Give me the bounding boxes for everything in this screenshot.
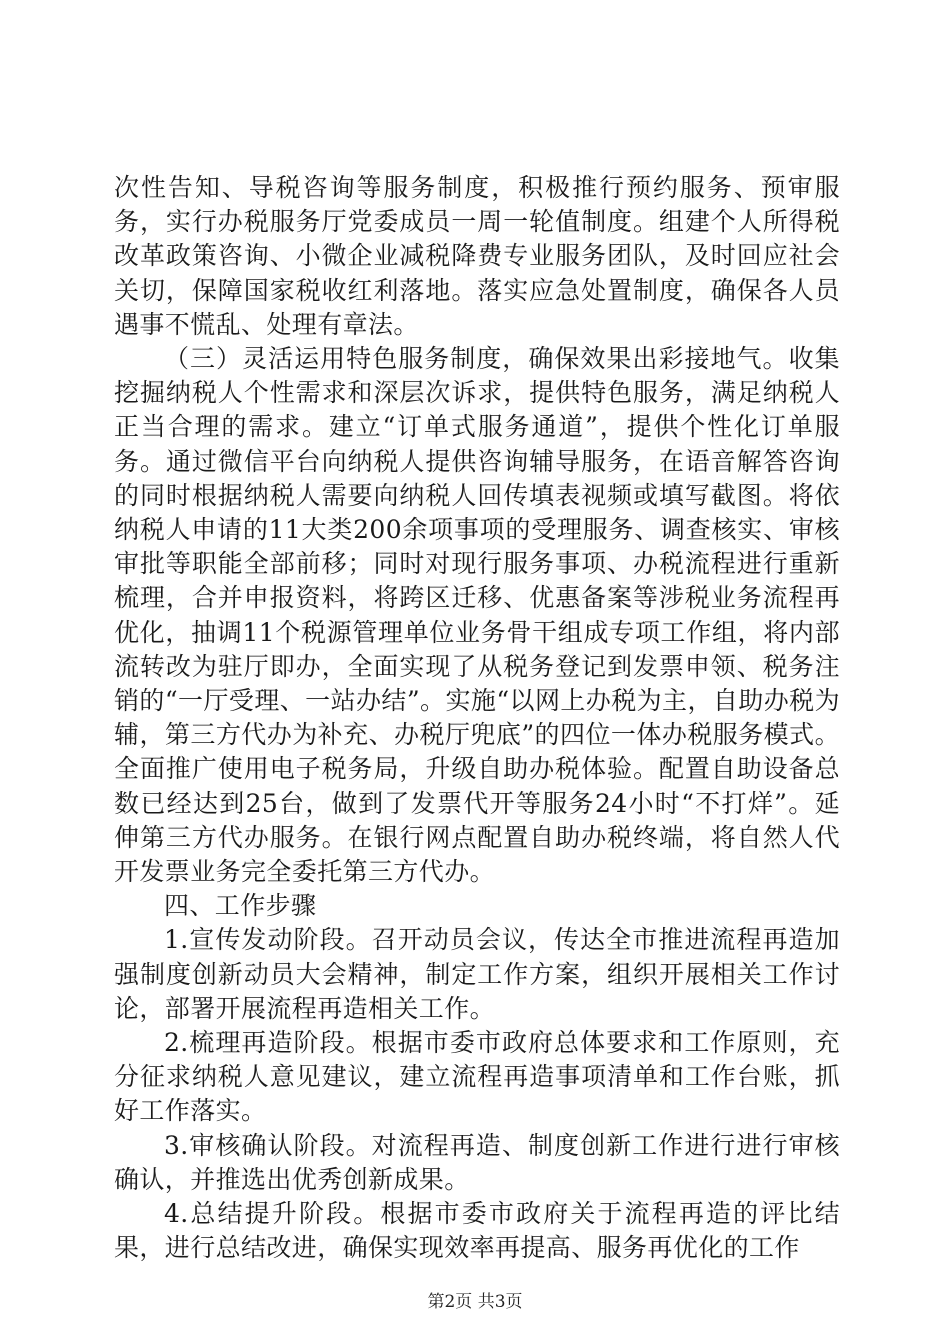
paragraph-special-service: （三）灵活运用特色服务制度，确保效果出彩接地气。收集挖掘纳税人个性需求和深层次诉求，提供特色服务，满足纳税人正当合理的需求。建立“订单式服务通道”，提供个性化订单服务。通过微信平台向纳税人提供咨询辅导服务，在语音解答咨询的同时根据纳税人需要向纳税人回传填表视频或填写截图。将依纳税人申请的11大类200余项事项的受理服务、调查核实、审核审批等职能全部前移；同时对现行服务事项、办税流程进行重新梳理，合并申报资料，将跨区迁移、优惠备案等涉税业务流程再优化，抽调11个税源管理单位业务骨干组成专项工作组，将内部流转改为驻厅即办，全面实现了从税务登记到发票申领、税务注销的“一厅受理、一站办结”。实施“以网上办税为主，自助办税为辅，第三方代办为补充、办税厅兜底”的四位一体办税服务模式。全面推广使用电子税务局，升级自助办税体验。配置自助设备总数已经达到25台，做到了发票代开等服务24小时“不打烊”。延伸第三方代办服务。在银行网点配置自助办税终端，将自然人代开发票业务完全委托第三方代办。: [114, 344, 840, 887]
paragraph-service-system-continued: 次性告知、导税咨询等服务制度，积极推行预约服务、预审服务，实行办税服务厅党委成员一周一轮值制度。组建个人所得税改革政策咨询、小微企业减税降费专业服务团队，及时回应社会关切，保障国家税收红利落地。落实应急处置制度，确保各人员遇事不慌乱、处理有章法。: [114, 173, 840, 339]
document-body: [114, 171, 840, 1266]
paragraph-step-1: 1.宣传发动阶段。召开动员会议，传达全市推进流程再造加强制度创新动员大会精神，制定工作方案，组织开展相关工作讨论，部署开展流程再造相关工作。: [114, 925, 840, 1023]
page-number-footer: 第2页 共3页: [427, 1292, 523, 1312]
paragraph-step-4: 4.总结提升阶段。根据市委市政府关于流程再造的评比结果，进行总结改进，确保实现效率再提高、服务再优化的工作: [114, 1199, 840, 1263]
paragraph-step-2: 2.梳理再造阶段。根据市委市政府总体要求和工作原则，充分征求纳税人意见建议，建立流程再造事项清单和工作台账，抓好工作落实。: [114, 1028, 840, 1126]
section-heading-work-steps: 四、工作步骤: [164, 891, 317, 921]
paragraph-step-3: 3.审核确认阶段。对流程再造、制度创新工作进行进行审核确认，并推选出优秀创新成果。: [114, 1130, 840, 1194]
